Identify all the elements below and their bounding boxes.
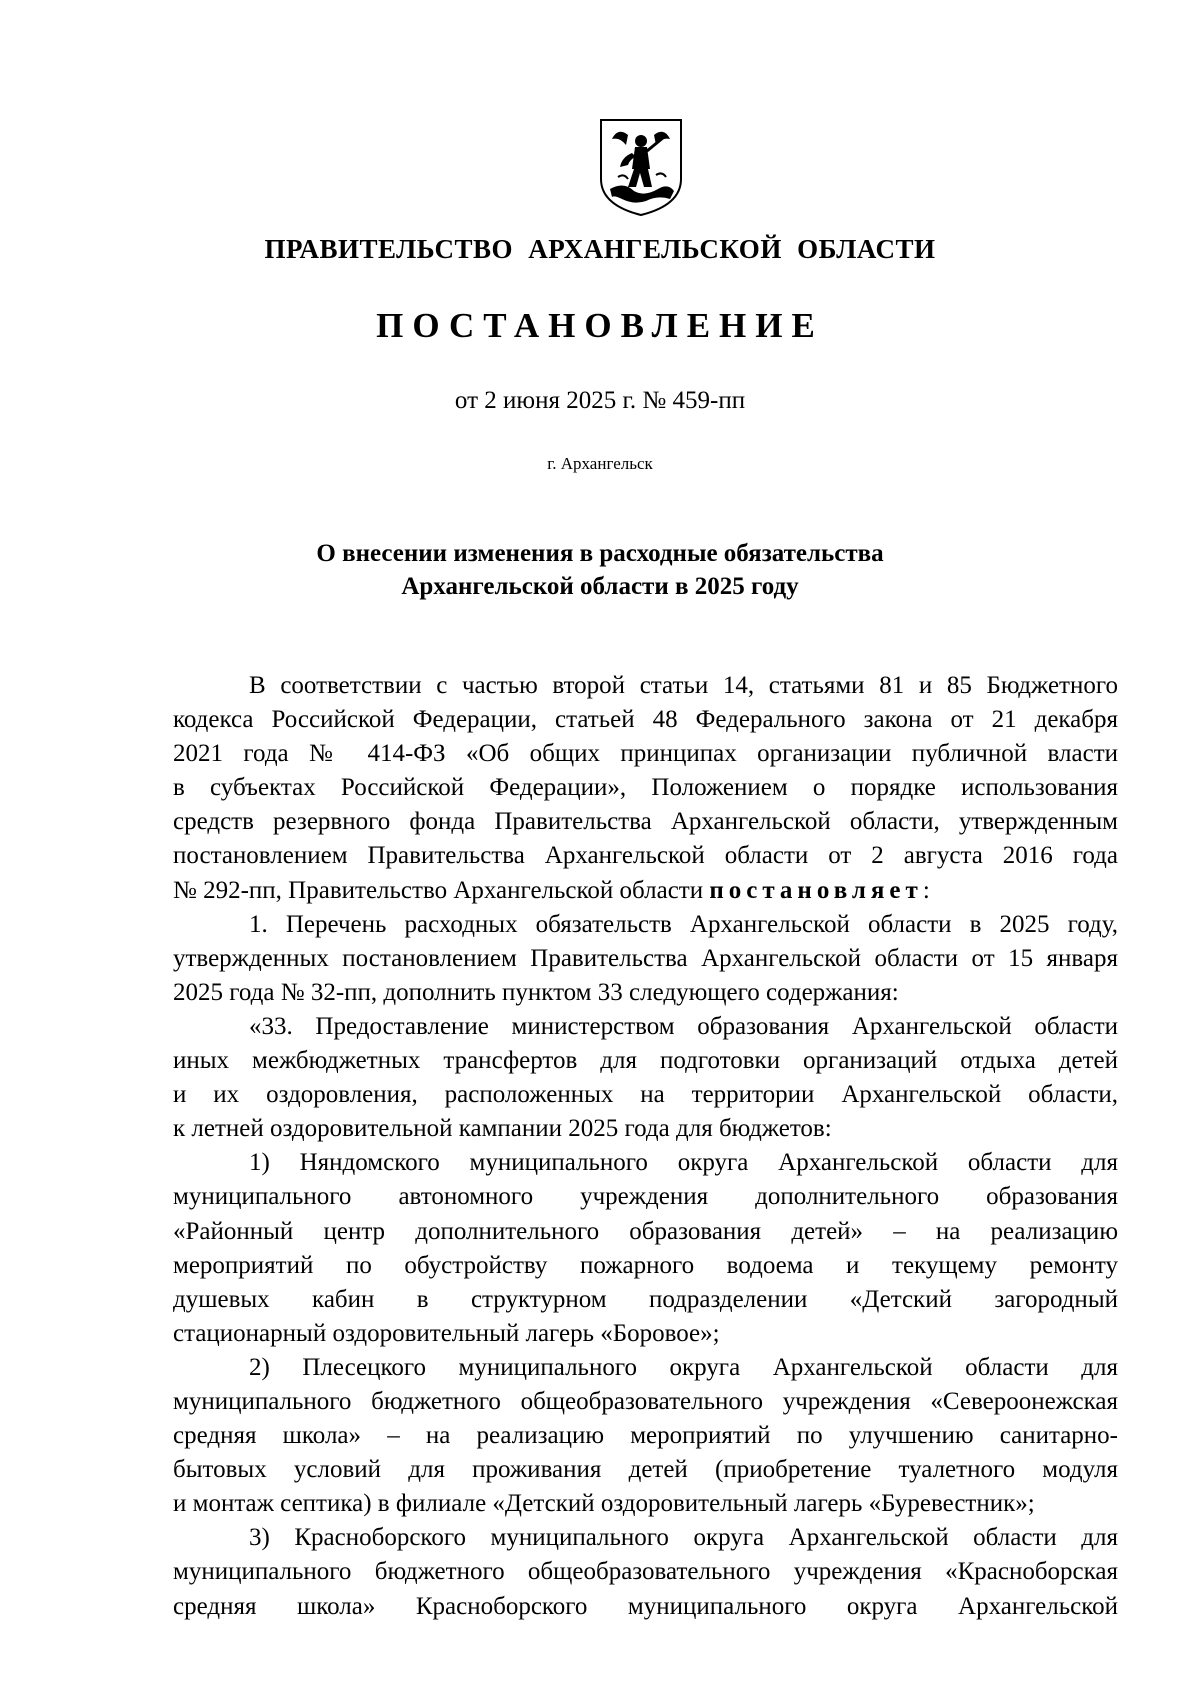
body-line: муниципального бюджетного общеобразовательного учреждения «Североонежская [173,1387,1118,1415]
body-line: мероприятий по обустройству пожарного водоема и текущему ремонту [173,1251,1118,1279]
body-line: иных межбюджетных трансфертов для подготовки организаций отдыха детей [173,1047,1118,1075]
subject-line: О внесении изменения в расходные обязательства [316,540,884,567]
decree-keyword: постановляет [709,876,923,904]
body-line: 2) Плесецкого муниципального округа Архангельской области для [249,1353,1118,1381]
body-line: бытовых условий для проживания детей (приобретение туалетного модуля [173,1456,1118,1484]
body-line: муниципального автономного учреждения дополнительного образования [173,1183,1118,1211]
body-line: стационарный оздоровительный лагерь «Боровое»; [173,1319,720,1347]
body-line: средняя школа» – на реализацию мероприятий по улучшению санитарно- [173,1422,1118,1450]
body-line: 1. Перечень расходных обязательств Архангельской области в 2025 году, [249,910,1118,938]
body-line: средств резервного фонда Правительства Архангельской области, утвержденным [173,808,1118,836]
body-line: средняя школа» Красноборского муниципального округа Архангельской [173,1592,1118,1620]
document-subject [0,537,1200,603]
body-line: муниципального бюджетного общеобразовательного учреждения «Красноборская [173,1558,1118,1586]
document-type: ПОСТАНОВЛЕНИЕ [376,306,824,345]
coat-of-arms-icon [598,117,684,217]
body-line: и их оздоровления, расположенных на территории Архангельской области, [173,1081,1118,1109]
body-line: постановлением Правительства Архангельской области от 2 августа 2016 года [173,842,1118,870]
body-line: 2021 года № 414-ФЗ «Об общих принципах организации публичной власти [173,740,1118,768]
subject-line: Архангельской области в 2025 году [401,573,799,600]
body-line: «33. Предоставление министерством образования Архангельской области [249,1012,1118,1040]
body-line: к летней оздоровительной кампании 2025 года для бюджетов: [173,1115,832,1143]
decree-prefix: № 292-пп, Правительство Архангельской области [173,876,704,904]
body-line: 1) Няндомского муниципального округа Архангельской области для [249,1149,1118,1177]
body-line: 2025 года № 32-пп, дополнить пунктом 33 следующего содержания: [173,978,899,1006]
body-line: 3) Красноборского муниципального округа Архангельской области для [249,1524,1118,1552]
body-line: и монтаж септика) в филиале «Детский оздоровительный лагерь «Буревестник»; [173,1490,1035,1518]
body-line: В соответствии с частью второй статьи 14, статьями 81 и 85 Бюджетного [249,672,1118,699]
document-city: г. Архангельск [547,454,653,473]
body-line: в субъектах Российской Федерации», Положением о порядке использования [173,774,1118,802]
body-line: утвержденных постановлением Правительства Архангельской области от 15 января [173,944,1118,972]
body-line: кодекса Российской Федерации, статьей 48 Федерального закона от 21 декабря [173,706,1118,734]
government-title: ПРАВИТЕЛЬСТВО АРХАНГЕЛЬСКОЙ ОБЛАСТИ [264,234,936,264]
decree-suffix: : [922,876,930,904]
document-body [173,669,1118,1624]
body-line: душевых кабин в структурном подразделении «Детский загородный [173,1285,1118,1313]
body-line-decree [173,874,1118,908]
body-line: «Районный центр дополнительного образования детей» – на реализацию [173,1217,1118,1245]
document-date-number: от 2 июня 2025 г. № 459-пп [454,387,746,414]
